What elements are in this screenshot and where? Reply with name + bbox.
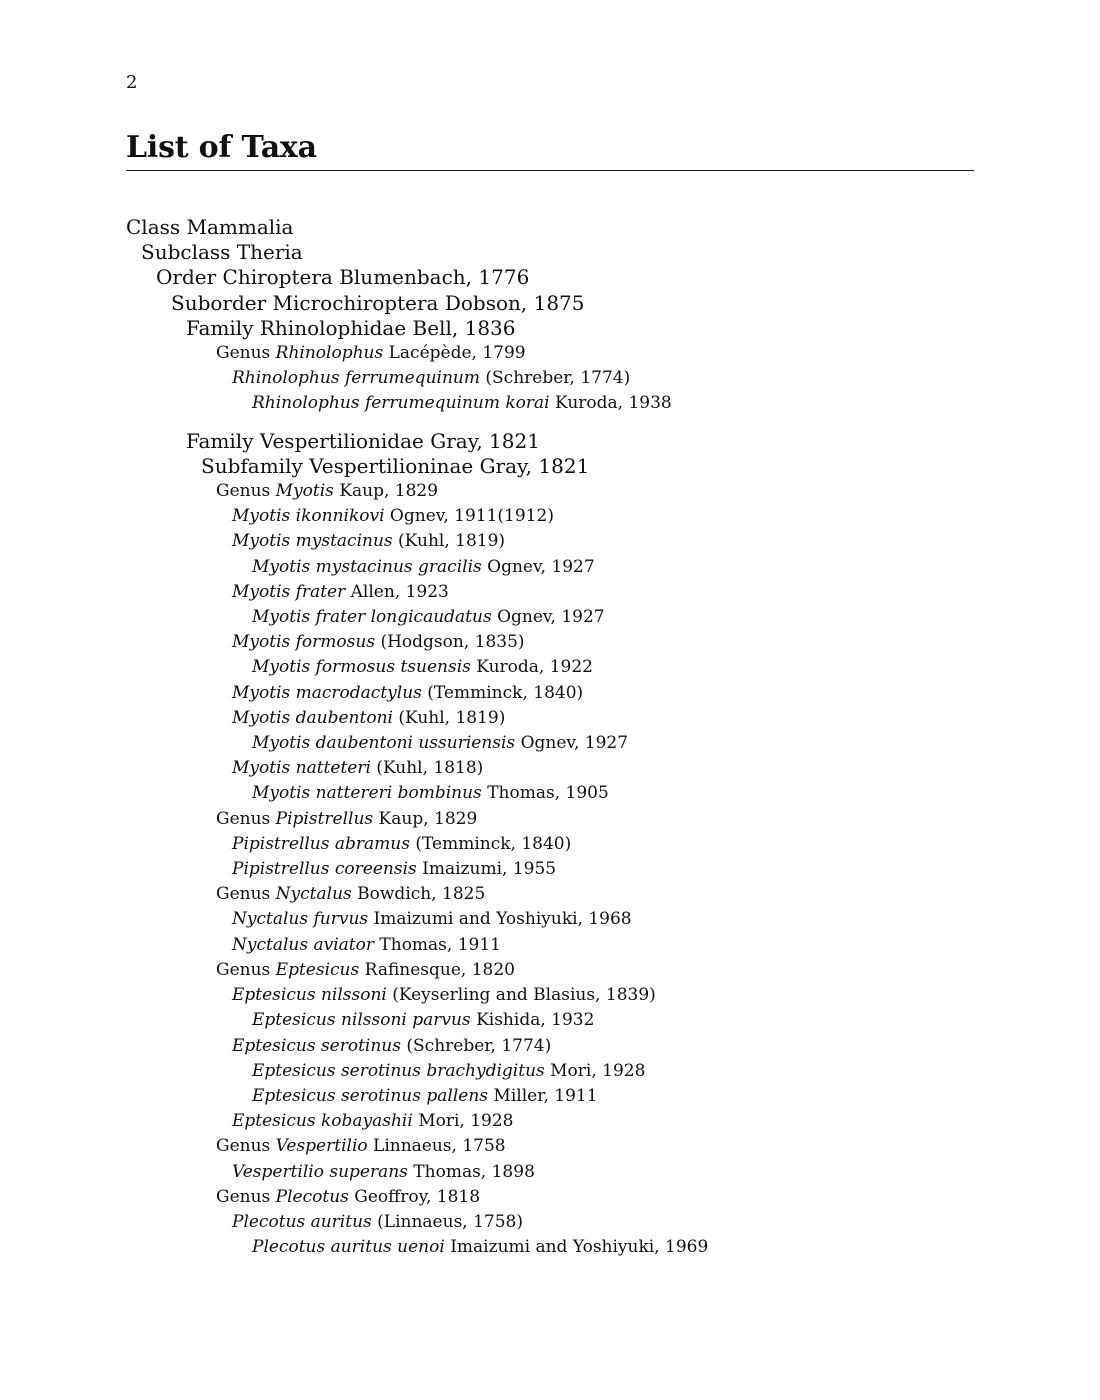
taxon-scientific-name: Myotis daubentoni ussuriensis	[252, 733, 516, 754]
taxon-authority: Mori, 1928	[544, 1060, 646, 1081]
taxon-authority: Lacépède, 1799	[383, 343, 526, 364]
taxon-scientific-name: Myotis natteteri	[232, 758, 371, 779]
taxon-rank-text: Subclass Theria	[141, 240, 303, 265]
taxon-entry	[126, 454, 1026, 479]
taxon-authority: Thomas, 1898	[407, 1161, 535, 1182]
taxon-entry	[126, 756, 1026, 781]
taxon-entry	[126, 630, 1026, 655]
taxon-entry	[126, 731, 1026, 756]
taxon-entry	[126, 1185, 1026, 1210]
taxon-entry	[126, 1210, 1026, 1235]
taxon-scientific-name: Rhinolophus ferrumequinum korai	[252, 393, 550, 414]
taxon-authority: Bowdich, 1825	[351, 884, 486, 905]
taxon-entry	[126, 1235, 1026, 1260]
taxon-scientific-name: Pipistrellus	[275, 808, 374, 829]
taxon-rank-text: Genus	[216, 343, 276, 364]
taxon-rank-text: Genus	[216, 884, 276, 905]
taxon-authority: Imaizumi and Yoshiyuki, 1968	[368, 909, 632, 930]
taxon-entry	[126, 1109, 1026, 1134]
taxon-scientific-name: Plecotus auritus uenoi	[252, 1237, 445, 1258]
taxon-scientific-name: Plecotus	[275, 1186, 349, 1207]
taxon-authority: Kuroda, 1922	[470, 657, 593, 678]
taxon-entry	[126, 215, 1026, 240]
taxon-scientific-name: Eptesicus serotinus	[232, 1035, 401, 1056]
page-number: 2	[126, 72, 138, 93]
taxon-entry	[126, 1008, 1026, 1033]
taxon-authority: Imaizumi and Yoshiyuki, 1969	[444, 1237, 709, 1258]
taxon-entry	[126, 857, 1026, 882]
taxon-scientific-name: Myotis formosus tsuensis	[252, 657, 471, 678]
taxon-entry	[126, 366, 1026, 391]
taxon-scientific-name: Myotis formosus	[232, 632, 376, 653]
taxon-authority: (Kuhl, 1818)	[370, 758, 484, 779]
taxon-entry	[126, 605, 1026, 630]
taxon-entry	[126, 983, 1026, 1008]
taxon-entry	[126, 504, 1026, 529]
taxon-entry	[126, 316, 1026, 341]
taxon-scientific-name: Rhinolophus	[275, 343, 384, 364]
taxon-scientific-name: Vespertilio superans	[232, 1161, 408, 1182]
taxon-authority: (Temminck, 1840)	[421, 682, 584, 703]
taxon-scientific-name: Eptesicus serotinus brachydigitus	[252, 1060, 545, 1081]
taxon-authority: (Schreber, 1774)	[479, 368, 631, 389]
taxon-authority: Thomas, 1911	[374, 934, 501, 955]
taxon-entry	[126, 832, 1026, 857]
taxon-entry	[126, 341, 1026, 366]
taxon-entry	[126, 240, 1026, 265]
taxon-scientific-name: Eptesicus serotinus pallens	[252, 1085, 489, 1106]
taxon-entry	[126, 291, 1026, 316]
taxon-scientific-name: Myotis macrodactylus	[232, 682, 422, 703]
taxon-authority: Kuroda, 1938	[549, 393, 672, 414]
taxon-authority: Linnaeus, 1758	[367, 1136, 506, 1157]
taxon-entry	[126, 933, 1026, 958]
taxon-entry	[126, 706, 1026, 731]
taxon-entry	[126, 681, 1026, 706]
taxon-authority: Allen, 1923	[345, 581, 449, 602]
taxon-authority: Ognev, 1927	[481, 556, 595, 577]
taxon-scientific-name: Eptesicus nilssoni parvus	[252, 1010, 471, 1031]
taxon-authority: Ognev, 1911(1912)	[384, 506, 554, 527]
taxon-rank-text: Order Chiroptera Blumenbach, 1776	[156, 265, 530, 290]
taxon-entry	[126, 1034, 1026, 1059]
taxon-scientific-name: Nyctalus furvus	[232, 909, 369, 930]
taxon-rank-text: Suborder Microchiroptera Dobson, 1875	[171, 290, 585, 315]
taxon-authority: Miller, 1911	[488, 1085, 598, 1106]
taxon-rank-text: Subfamily Vespertilioninae Gray, 1821	[201, 453, 590, 478]
taxon-authority: Kishida, 1932	[470, 1010, 595, 1031]
taxon-rank-text: Family Rhinolophidae Bell, 1836	[186, 315, 516, 340]
taxon-scientific-name: Eptesicus nilssoni	[232, 985, 387, 1006]
taxon-entry	[126, 1160, 1026, 1185]
taxon-entry	[126, 1134, 1026, 1159]
taxa-list	[126, 215, 1026, 1260]
section-heading	[126, 130, 974, 171]
taxon-scientific-name: Myotis ikonnikovi	[232, 506, 385, 527]
taxon-scientific-name: Myotis mystacinus gracilis	[252, 556, 482, 577]
taxon-scientific-name: Myotis daubentoni	[232, 707, 393, 728]
taxon-scientific-name: Myotis nattereri bombinus	[252, 783, 482, 804]
page-title: List of Taxa	[126, 130, 317, 165]
taxon-entry	[126, 1059, 1026, 1084]
taxon-authority: Ognev, 1927	[491, 607, 605, 628]
taxon-entry	[126, 1084, 1026, 1109]
taxon-entry	[126, 479, 1026, 504]
taxon-entry	[126, 807, 1026, 832]
taxon-authority: Kaup, 1829	[333, 481, 439, 502]
taxon-authority: Mori, 1928	[412, 1111, 514, 1132]
taxon-rank-text: Family Vespertilionidae Gray, 1821	[186, 428, 540, 453]
taxon-authority: Ognev, 1927	[515, 733, 629, 754]
taxon-scientific-name: Eptesicus	[275, 959, 360, 980]
taxon-scientific-name: Nyctalus	[275, 884, 352, 905]
taxon-rank-text: Genus	[216, 481, 276, 502]
taxon-authority: Geoffroy, 1818	[348, 1186, 481, 1207]
taxon-authority: (Schreber, 1774)	[400, 1035, 552, 1056]
taxon-authority: (Temminck, 1840)	[409, 833, 572, 854]
taxon-rank-text: Class Mammalia	[126, 215, 294, 239]
taxon-scientific-name: Pipistrellus abramus	[232, 833, 410, 854]
taxon-authority: (Keyserling and Blasius, 1839)	[386, 985, 656, 1006]
taxon-authority: Thomas, 1905	[481, 783, 609, 804]
taxon-scientific-name: Myotis frater longicaudatus	[252, 607, 492, 628]
taxon-entry	[126, 958, 1026, 983]
taxon-entry	[126, 429, 1026, 454]
taxon-scientific-name: Plecotus auritus	[232, 1211, 372, 1232]
taxon-authority: Kaup, 1829	[373, 808, 478, 829]
taxon-entry	[126, 655, 1026, 680]
taxon-scientific-name: Vespertilio	[275, 1136, 368, 1157]
taxon-scientific-name: Eptesicus kobayashii	[232, 1111, 413, 1132]
taxon-entry	[126, 555, 1026, 580]
taxon-rank-text: Genus	[216, 959, 276, 980]
taxon-entry	[126, 529, 1026, 554]
taxon-authority: (Linnaeus, 1758)	[371, 1211, 523, 1232]
taxon-scientific-name: Myotis	[275, 481, 334, 502]
taxon-scientific-name: Rhinolophus ferrumequinum	[232, 368, 480, 389]
taxon-authority: Imaizumi, 1955	[416, 859, 557, 880]
taxon-authority: (Hodgson, 1835)	[375, 632, 525, 653]
taxon-entry	[126, 907, 1026, 932]
taxon-rank-text: Genus	[216, 1136, 276, 1157]
taxon-scientific-name: Myotis frater	[232, 581, 346, 602]
taxon-authority: (Kuhl, 1819)	[392, 707, 506, 728]
taxon-authority: Rafinesque, 1820	[359, 959, 515, 980]
taxon-entry	[126, 265, 1026, 290]
taxon-rank-text: Genus	[216, 808, 276, 829]
taxon-scientific-name: Nyctalus aviator	[232, 934, 374, 955]
taxon-scientific-name: Pipistrellus coreensis	[232, 859, 417, 880]
taxon-entry	[126, 781, 1026, 806]
taxon-entry	[126, 580, 1026, 605]
taxon-scientific-name: Myotis mystacinus	[232, 531, 393, 552]
taxon-entry	[126, 391, 1026, 416]
taxon-rank-text: Genus	[216, 1186, 276, 1207]
taxon-authority: (Kuhl, 1819)	[392, 531, 506, 552]
taxon-entry	[126, 882, 1026, 907]
